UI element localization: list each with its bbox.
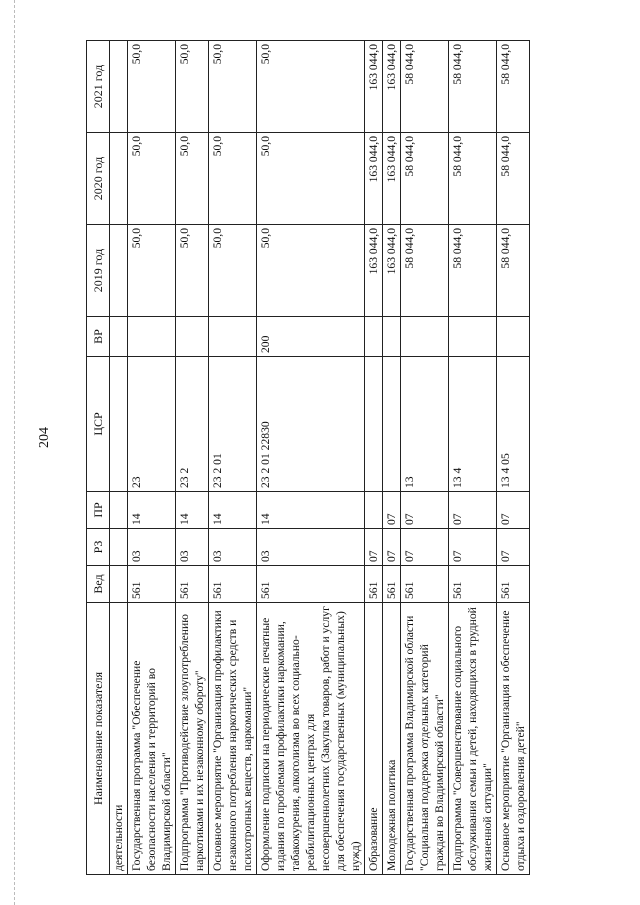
- cell-name: Образование: [365, 603, 383, 875]
- cell-pr: 14: [209, 492, 257, 529]
- cell-ved: 561: [257, 566, 365, 603]
- cell-y2020: 58 044,0: [497, 133, 530, 225]
- cell-name: Основное мероприятие "Организация и обеспечение отдыха и оздоровления детей": [497, 603, 530, 875]
- cell-name: Основное мероприятие "Организация профилактики незаконного потребления наркотических средств и психотропных веществ, наркомании": [209, 603, 257, 875]
- cell-y2021: 50,0: [176, 41, 209, 133]
- cell-y2021: 58 044,0: [449, 41, 497, 133]
- cell-rz: 03: [176, 529, 209, 566]
- cell-vr: 200: [257, 317, 365, 357]
- cell-ved: 561: [176, 566, 209, 603]
- table-row: [401, 41, 449, 875]
- cell-vr: [365, 317, 383, 357]
- cell-y2020: 50,0: [257, 133, 365, 225]
- header-rz: РЗ: [87, 529, 110, 566]
- cell-pr: 14: [128, 492, 176, 529]
- cell-csr: [383, 357, 401, 492]
- cell-name: Подпрограмма "Противодействие злоупотреблению наркотиками и их незаконному обороту": [176, 603, 209, 875]
- cell-csr: 23: [128, 357, 176, 492]
- header-2019: 2019 год: [87, 225, 110, 317]
- cell-ved: [110, 566, 128, 603]
- cell-csr: 13 4: [449, 357, 497, 492]
- cell-pr: 14: [176, 492, 209, 529]
- cell-y2019: 58 044,0: [497, 225, 530, 317]
- cell-pr: 07: [383, 492, 401, 529]
- cell-ved: 561: [365, 566, 383, 603]
- cell-name: Молодежная политика: [383, 603, 401, 875]
- table-row: [497, 41, 530, 875]
- cell-vr: [209, 317, 257, 357]
- cell-y2021: 50,0: [128, 41, 176, 133]
- budget-table: [86, 40, 530, 875]
- header-pr: ПР: [87, 492, 110, 529]
- cell-name: Государственная программа Владимирской области "Социальная поддержка отдельных категорий граждан во Владимирской области": [401, 603, 449, 875]
- cell-y2020: [110, 133, 128, 225]
- cell-y2019: 50,0: [176, 225, 209, 317]
- cell-rz: 07: [497, 529, 530, 566]
- cell-pr: 07: [449, 492, 497, 529]
- cell-vr: [401, 317, 449, 357]
- cell-vr: [176, 317, 209, 357]
- cell-y2019: 50,0: [128, 225, 176, 317]
- cell-csr: [365, 357, 383, 492]
- cell-rz: 03: [209, 529, 257, 566]
- cell-rz: 03: [257, 529, 365, 566]
- cell-name: деятельности: [110, 603, 128, 875]
- cell-y2020: 163 044,0: [383, 133, 401, 225]
- cell-vr: [497, 317, 530, 357]
- cell-vr: [449, 317, 497, 357]
- cell-ved: 561: [449, 566, 497, 603]
- cell-ved: 561: [128, 566, 176, 603]
- table-row: [128, 41, 176, 875]
- table-row: [209, 41, 257, 875]
- cell-pr: [110, 492, 128, 529]
- cell-y2020: 58 044,0: [401, 133, 449, 225]
- cell-rz: 07: [449, 529, 497, 566]
- cell-y2021: 50,0: [209, 41, 257, 133]
- cell-csr: 13 4 05: [497, 357, 530, 492]
- cell-rz: 03: [128, 529, 176, 566]
- cell-ved: 561: [383, 566, 401, 603]
- cell-y2021: [110, 41, 128, 133]
- cell-pr: 07: [401, 492, 449, 529]
- cell-ved: 561: [401, 566, 449, 603]
- cell-y2019: 163 044,0: [383, 225, 401, 317]
- cell-y2020: 58 044,0: [449, 133, 497, 225]
- rotated-table-container: [86, 44, 581, 875]
- binding-margin-line: [14, 0, 15, 905]
- cell-name: Оформление подписки на периодические печатные издания по проблемам профилактики наркомании, табакокурения, алкоголизма во всех социально-реабилитационных центрах для несовершеннолетних (Закупка товаров, работ и услуг для обеспечения государственных (муниципальных) нужд): [257, 603, 365, 875]
- cell-rz: 07: [365, 529, 383, 566]
- cell-y2021: 163 044,0: [365, 41, 383, 133]
- table-header-row: [87, 41, 110, 875]
- cell-y2019: 58 044,0: [449, 225, 497, 317]
- cell-vr: [383, 317, 401, 357]
- cell-rz: 07: [401, 529, 449, 566]
- cell-y2021: 163 044,0: [383, 41, 401, 133]
- header-2020: 2020 год: [87, 133, 110, 225]
- table-row: [449, 41, 497, 875]
- header-csr: ЦСР: [87, 357, 110, 492]
- cell-csr: 23 2 01 22830: [257, 357, 365, 492]
- header-2021: 2021 год: [87, 41, 110, 133]
- cell-y2019: 163 044,0: [365, 225, 383, 317]
- cell-y2020: 50,0: [209, 133, 257, 225]
- page-number: 204: [37, 427, 52, 448]
- cell-y2020: 163 044,0: [365, 133, 383, 225]
- cell-csr: 23 2 01: [209, 357, 257, 492]
- cell-ved: 561: [497, 566, 530, 603]
- cell-ved: 561: [209, 566, 257, 603]
- cell-rz: [110, 529, 128, 566]
- table-row: [383, 41, 401, 875]
- cell-y2019: 58 044,0: [401, 225, 449, 317]
- cell-name: Подпрограмма "Совершенствование социального обслуживания семьи и детей, находящихся в трудной жизненной ситуации": [449, 603, 497, 875]
- cell-y2021: 58 044,0: [401, 41, 449, 133]
- cell-rz: 07: [383, 529, 401, 566]
- cell-vr: [110, 317, 128, 357]
- cell-pr: 07: [497, 492, 530, 529]
- cell-vr: [128, 317, 176, 357]
- cell-y2020: 50,0: [128, 133, 176, 225]
- cell-y2021: 50,0: [257, 41, 365, 133]
- table-row: [365, 41, 383, 875]
- cell-y2021: 58 044,0: [497, 41, 530, 133]
- cell-y2019: 50,0: [257, 225, 365, 317]
- cell-y2019: 50,0: [209, 225, 257, 317]
- cell-csr: 23 2: [176, 357, 209, 492]
- table-row: [257, 41, 365, 875]
- table-row: [110, 41, 128, 875]
- table-row: [176, 41, 209, 875]
- cell-y2019: [110, 225, 128, 317]
- cell-csr: [110, 357, 128, 492]
- cell-pr: [365, 492, 383, 529]
- header-ved: Вед: [87, 566, 110, 603]
- cell-csr: 13: [401, 357, 449, 492]
- cell-y2020: 50,0: [176, 133, 209, 225]
- cell-name: Государственная программа "Обеспечение безопасности населения и территорий во Владимирской области": [128, 603, 176, 875]
- cell-pr: 14: [257, 492, 365, 529]
- header-vr: ВР: [87, 317, 110, 357]
- header-name: Наименование показателя: [87, 603, 110, 875]
